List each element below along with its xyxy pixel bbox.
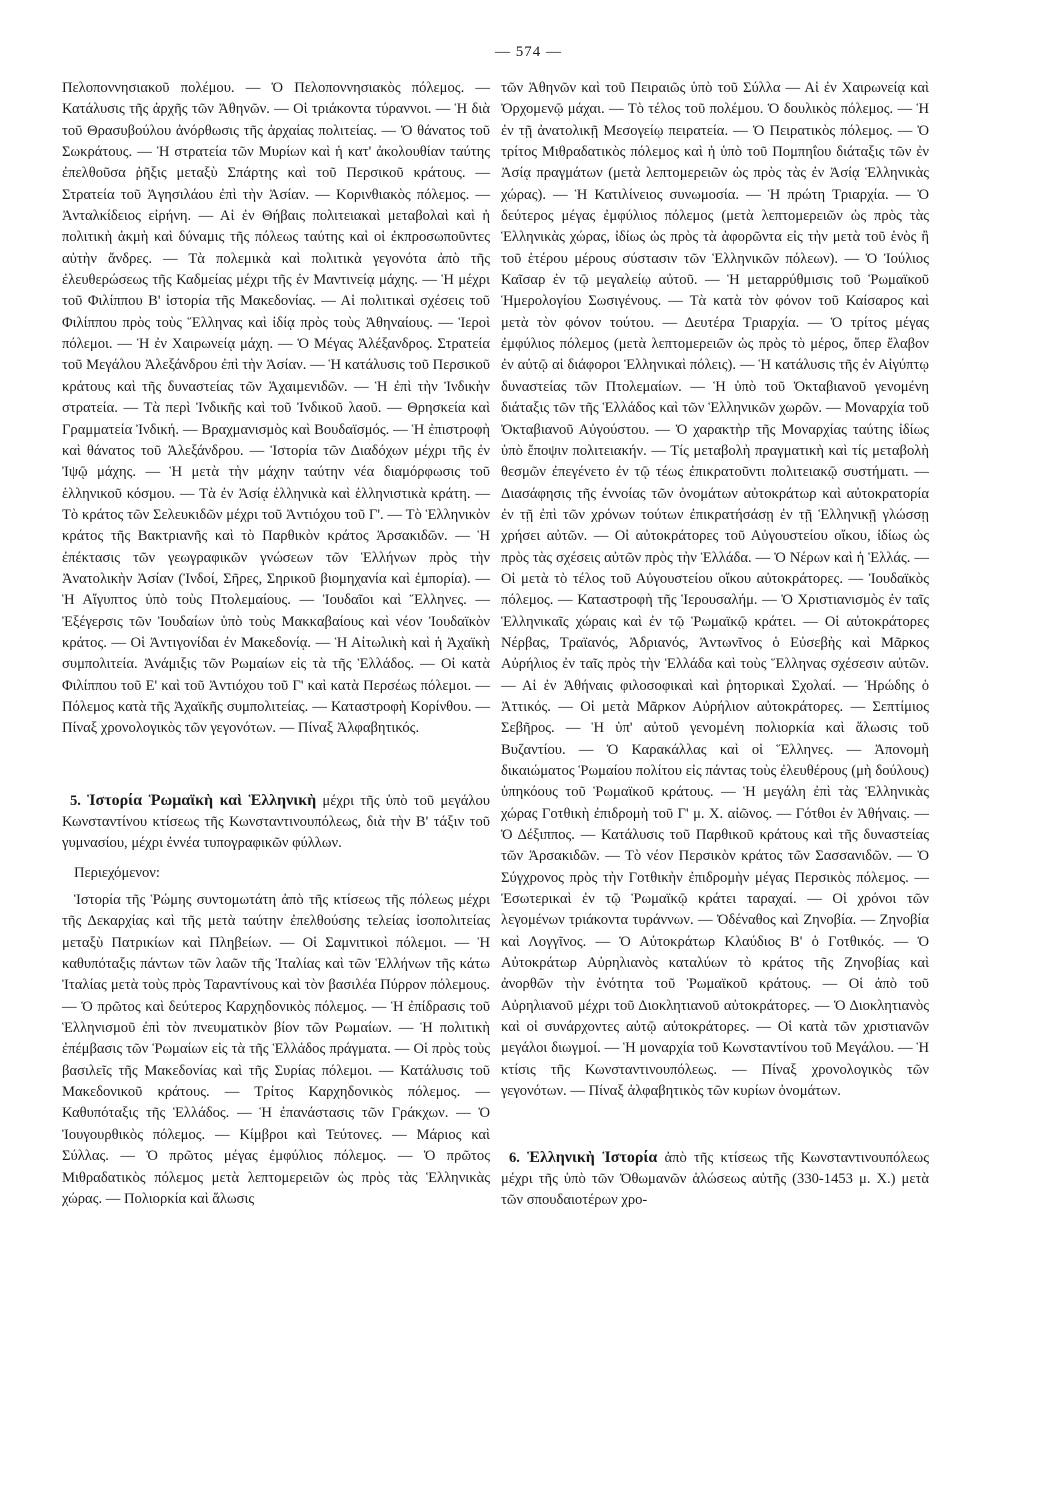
left-paragraph: Πελοποννησιακοῦ πολέμου. — Ὁ Πελοποννησιακὸς πόλεμος. — Κατάλυσις τῆς ἀρχῆς τῶν Ἀθηνῶν. — Οἱ τριάκοντα τύραννοι. — Ἡ διὰ τοῦ Θρασυβούλου ἀνόρθωσις τῆς ἀρχαίας πολιτείας. — Ὁ θάνατος τοῦ Σωκράτους. — Ἡ στρατεία τῶν Μυρίων καὶ ἡ κατ' ἀκολουθίαν ταύτης ἐπελθοῦσα ῥῆξις μεταξὺ Σπάρτης καὶ τοῦ Περσικοῦ κράτους. — Στρατεία τοῦ Ἀγησιλάου ἐπὶ τὴν Ἀσίαν. — Κορινθιακὸς πόλεμος. — Ἀνταλκίδειος εἰρήνη. — Αἱ ἐν Θήβαις πολιτειακαὶ μεταβολαὶ καὶ ἡ πολιτικὴ ἀκμὴ καὶ δύναμις τῆς πόλεως ταύτης καὶ οἱ ἐκπροσωποῦντες αὐτὴν ἄνδρες. — Τὰ πολεμικὰ καὶ πολιτικὰ γεγονότα ἀπὸ τῆς ἐλευθερώσεως τῆς Καδμείας μέχρι τῆς ἐν Μαντινείᾳ μάχης. — Ἡ μέχρι τοῦ Φιλίππου Β' ἱστορία τῆς Μακεδονίας. — Αἱ πολιτικαὶ σχέσεις τοῦ Φιλίππου πρὸς τοὺς Ἕλληνας καὶ ἰδίᾳ πρὸς τοὺς Ἀθηναίους. — Ἱεροὶ πόλεμοι. — Ἡ ἐν Χαιρωνείᾳ μάχη. — Ὁ Μέγας Ἀλέξανδρος. Στρατεία τοῦ Μεγάλου Ἀλεξάνδρου ἐπὶ τὴν Ἀσίαν. — Ἡ κατάλυσις τοῦ Περσικοῦ κράτους καὶ τῆς δυναστείας τῶν Ἀχαιμενιδῶν. — Ἡ ἐπὶ τὴν Ἰνδικὴν στρατεία. — Τὰ περὶ Ἰνδικῆς καὶ τοῦ Ἰνδικοῦ λαοῦ. — Θρησκεία καὶ Γραμματεία Ἰνδική. — Βραχμανισμὸς καὶ Βουδαϊσμός. — Ἡ ἐπιστροφὴ καὶ θάνατος τοῦ Ἀλεξάνδρου. — Ἱστορία τῶν Διαδόχων μέχρι τῆς ἐν Ἰψῷ μάχης. — Ἡ μετὰ τὴν μάχην ταύτην νέα διαμόρφωσις τοῦ ἑλληνικοῦ κόσμου. — Τὰ ἐν Ἀσίᾳ ἑλληνικὰ καὶ ἑλληνιστικὰ κράτη. — Τὸ κράτος τῶν Σελευκιδῶν μέχρι τοῦ Ἀντιόχου τοῦ Γ'. — Τὸ Ἑλληνικὸν κράτος τῆς Βακτριανῆς καὶ τὸ Παρθικὸν κράτος Ἀρσακιδῶν. — Ἡ ἐπέκτασις τῶν γεωγραφικῶν γνώσεων τῶν Ἑλλήνων πρὸς τὴν Ἀνατολικὴν Ἀσίαν (Ἰνδοί, Σῆρες, Σηρικοῦ βιομηχανία καὶ ἐμπορία). — Ἡ Αἴγυπτος ὑπὸ τοὺς Πτολεμαίους. — Ἰουδαῖοι καὶ Ἕλληνες. — Ἐξέγερσις τῶν Ἰουδαίων ὑπὸ τοὺς Μακκαβαίους καὶ νέον Ἰουδαϊκὸν κράτος. — Οἱ Ἀντιγονίδαι ἐν Μακεδονίᾳ. — Ἡ Αἰτωλικὴ καὶ ἡ Ἀχαϊκὴ συμπολιτεία. Ἀνάμιξις τῶν Ρωμαίων εἰς τὰ τῆς Ἑλλάδος. — Οἱ κατὰ Φιλίππου τοῦ Ε' καὶ τοῦ Ἀντιόχου τοῦ Γ' καὶ κατὰ Περσέως πόλεμοι. — Πόλεμος κατὰ τῆς Ἀχαϊκῆς συμπολιτείας. — Καταστροφὴ Κορίνθου. — Πίναξ χρονολογικὸς τῶν γεγονότων. — Πίναξ Ἀλφαβητικός. — [62, 80, 490, 737]
section-6-title: Ἑλληνικὴ Ἱστορία — [527, 1148, 658, 1166]
section-divider — [501, 1103, 929, 1147]
right-column — [501, 78, 929, 1212]
section-5-title: Ἱστορία Ῥωμαϊκὴ καὶ Ἑλληνικὴ — [87, 791, 317, 809]
section-5-contents: Ἱστορία τῆς Ῥώμης συντομωτάτη ἀπὸ τῆς κτίσεως τῆς πόλεως μέχρι τῆς Δεκαρχίας καὶ τῆς μετὰ ταύτην ἐπελθούσης τελείας ἰσοπολιτείας μεταξὺ Πατρικίων καὶ Πληβείων. — Οἱ Σαμνιτικοὶ πόλεμοι. — Ἡ καθυπόταξις πάντων τῶν λαῶν τῆς Ἰταλίας καὶ τῶν Ἑλλήνων τῆς κάτω Ἰταλίας μετὰ τοὺς πρὸς Ταραντίνους καὶ τὸν βασιλέα Πύρρον πόλεμους. — Ὁ πρῶτος καὶ δεύτερος Καρχηδονικὸς πόλεμος. — Ἡ ἐπίδρασις τοῦ Ἑλληνισμοῦ ἐπὶ τὸν πνευματικὸν βίον τῶν Ρωμαίων. — Ἡ πολιτικὴ ἐπέμβασις τῶν Ῥωμαίων εἰς τὰ τῆς Ἑλλάδος πράγματα. — Οἱ πρὸς τοὺς βασιλεῖς τῆς Μακεδονίας καὶ τῆς Συρίας πόλεμοι. — Κατάλυσις τοῦ Μακεδονικοῦ κράτους. — Τρίτος Καρχηδονικὸς πόλεμος. — Καθυπόταξις τῆς Ἑλλάδος. — Ἡ ἐπανάστασις τῶν Γράκχων. — Ὁ Ἰουγουρθικὸς πόλεμος. — Κίμβροι καὶ Τεύτονες. — Μάριος καὶ Σύλλας. — Ὁ πρῶτος μέγας ἐμφύλιος πόλεμος. — Ὁ πρῶτος Μιθραδατικὸς πόλεμος μετὰ λεπτομερειῶν ὡς πρὸς τὰς Ἑλληνικὰς χώρας. — Πολιορκία καὶ ἅλωσις — [62, 892, 490, 1207]
section-5-heading — [62, 790, 490, 855]
section-5-number: 5. — [70, 792, 81, 809]
section-6-number: 6. — [509, 1149, 520, 1166]
left-column — [62, 78, 490, 1210]
section-6-heading — [501, 1147, 929, 1212]
section-6-description: ἀπὸ τῆς κτίσεως τῆς Κωνσταντινουπόλεως μέχρι τῆς ὑπὸ τῶν Ὀθωμανῶν ἁλώσεως αὐτῆς (330-1453 μ. Χ.) μετὰ τῶν σπουδαιοτέρων χρο- — [501, 1149, 930, 1209]
page-number: — 574 — — [495, 44, 562, 60]
section-5-contents-label: Περιεχόμενον: — [74, 864, 160, 881]
section-5-contents-continued: τῶν Ἀθηνῶν καὶ τοῦ Πειραιῶς ὑπὸ τοῦ Σύλλα — Αἱ ἐν Χαιρωνείᾳ καὶ Ὀρχομενῷ μάχαι. — Τὸ τέλος τοῦ πολέμου. Ὁ δουλικὸς πόλεμος. — Ἡ ἐν τῇ ἀνατολικῇ Μεσογείῳ πειρατεία. — Ὁ Πειρατικὸς πόλεμος. — Ὁ τρίτος Μιθραδατικὸς πόλεμος καὶ ἡ ὑπὸ τοῦ Πομπηΐου διάταξις τῶν ἐν Ἀσίᾳ πραγμάτων (μετὰ λεπτομερειῶν ὡς πρὸς τὰς ἐν Ἀσίᾳ Ἑλληνικὰς χώρας). — Ἡ Κατιλίνειος συνωμοσία. — Ἡ πρώτη Τριαρχία. — Ὁ δεύτερος μέγας ἐμφύλιος πόλεμος (μετὰ λεπτομερειῶν ὡς πρὸς τὰς Ἑλληνικὰς χώρας, ἰδίως ὡς πρὸς τὰ ἀφορῶντα εἰς τὴν μετὰ τοῦ ἑνὸς ἢ τοῦ ἑτέρου μέρους σύστασιν τῶν Ἑλληνικῶν πόλεων). — Ὁ Ἰούλιος Καῖσαρ ἐν τῷ μεγαλείῳ αὐτοῦ. — Ἡ μεταρρύθμισις τοῦ Ῥωμαϊκοῦ Ἡμερολογίου Σωσιγένους. — Τὰ κατὰ τὸν φόνον τοῦ Καίσαρος καὶ μετὰ τὸν φόνον τούτου. — Δευτέρα Τριαρχία. — Ὁ τρίτος μέγας ἐμφύλιος πόλεμος (μετὰ λεπτομερειῶν ὡς πρὸς τὸ μέρος, ὅπερ ἔλαβον ἐν αὐτῷ αἱ διάφοροι Ἑλληνικαὶ πόλεις). — Ἡ κατάλυσις τῆς ἐν Αἰγύπτῳ δυναστείας τῶν Πτολεμαίων. — Ἡ ὑπὸ τοῦ Ὀκταβιανοῦ γενομένη διάταξις τῶν τῆς Ἑλλάδος καὶ τῶν Ἑλληνικῶν χωρῶν. — Μοναρχία τοῦ Ὀκταβιανοῦ Αὐγούστου. — Ὁ χαρακτὴρ τῆς Μοναρχίας ταύτης ἰδίως ὑπὸ ἔποψιν πολιτειακήν. — Τίς μεταβολὴ πραγματικὴ καὶ τίς μεταβολὴ θεσμῶν ἐπεγένετο ἐν τῷ τέως ἐπικρατοῦντι πολιτειακῷ συστήματι. — Διασάφησις τῆς ἐννοίας τῶν ὀνομάτων αὐτοκράτωρ καὶ αὐτοκρατορία ἐν τῇ ἐπὶ τῶν χρόνων τούτων ἐπικρατήσάσῃ ἐν τῇ Ἑλληνικῇ γλώσσῃ χρήσει αὐτῶν. — Οἱ αὐτοκράτορες τοῦ Αὐγουστείου οἴκου, ἰδίως ὡς πρὸς τὰς σχέσεις αὐτῶν πρὸς τὴν Ἑλλάδα. — Ὁ Νέρων καὶ ἡ Ἑλλάς. — Οἱ μετὰ τὸ τέλος τοῦ Αὐγουστείου οἴκου αὐτοκράτορες. — Ἰουδαϊκὸς πόλεμος. — Καταστροφὴ τῆς Ἱερουσαλήμ. — Ὁ Χριστιανισμὸς ἐν ταῖς Ἑλληνικαῖς χώραις καὶ ἐν τῷ Ῥωμαϊκῷ κράτει. — Οἱ αὐτοκράτορες Νέρβας, Τραϊανός, Ἀδριανός, Ἀντωνῖνος ὁ Εὐσεβὴς καὶ Μᾶρκος Αὐρήλιος ἐν ταῖς πρὸς τὴν Ἑλλάδα καὶ τοὺς Ἕλληνας σχέσεσιν αὐτῶν. — Αἱ ἐν Ἀθήναις φιλοσοφικαὶ καὶ ῥητορικαὶ Σχολαί. — Ἡρώδης ὁ Ἀττικός. — Οἱ μετὰ Μᾶρκον Αὐρήλιον αὐτοκράτορες. — Σεπτίμιος Σεβῆρος. — Ἡ ὑπ' αὐτοῦ γενομένη πολιορκία καὶ ἅλωσις τοῦ Βυζαντίου. — Ὁ Καρακάλλας καὶ οἱ Ἕλληνες. — Ἀπονομὴ δικαιώματος Ῥωμαίου πολίτου εἰς πάντας τοὺς ἐλευθέρους (μὴ δούλους) ὑπηκόους τοῦ Ῥωμαϊκοῦ κράτους. — Ἡ μεγάλη ἐπὶ τὰς Ἑλληνικὰς χώρας Γοτθικὴ ἐπιδρομὴ τοῦ Γ' μ. Χ. αἰῶνος. — Γότθοι ἐν Ἀθήναις. — Ὁ Δέξιππος. — Κατάλυσις τοῦ Παρθικοῦ κράτους καὶ τῆς δυναστείας τῶν Ἀρσακιδῶν. — Τὸ νέον Περσικὸν κράτος τῶν Σασσανιδῶν. — Ὁ Σύγχρονος πρὸς τὴν Γοτθικὴν ἐπιδρομὴν μέγας Περσικὸς πόλεμος. — Ἐσωτερικαὶ ἐν τῷ Ῥωμαϊκῷ κράτει ταραχαί. — Οἱ χρόνοι τῶν λεγομένων τριάκοντα τυράννων. — Ὀδέναθος καὶ Ζηνοβία. — Ζηνοβία καὶ Λογγῖνος. — Ὁ Αὐτοκράτωρ Κλαύδιος Β' ὁ Γοτθικός. — Ὁ Αὐτοκράτωρ Αὐρηλιανὸς καταλύων τὸ κράτος τῆς Ζηνοβίας καὶ ἀνορθῶν τὴν ἑνότητα τοῦ Ῥωμαϊκοῦ κράτους. — Οἱ ἀπὸ τοῦ Αὐρηλιανοῦ μέχρι τοῦ Διοκλητιανοῦ αὐτοκράτορες. — Ὁ Διοκλητιανὸς καὶ οἱ συνάρχοντες αὐτῷ αὐτοκράτορες. — Οἱ κατὰ τῶν χριστιανῶν μεγάλοι διωγμοί. — Ἡ μοναρχία τοῦ Κωνσταντίνου τοῦ Μεγάλου. — Ἡ κτίσις τῆς Κωνσταντινουπόλεως. — Πίναξ χρονολογικὸς τῶν γεγονότων. — Πίναξ ἀλφαβητικὸς τῶν κυρίων ὀνομάτων. — [501, 80, 929, 1100]
section-5-description: μέχρι τῆς ὑπὸ τοῦ μεγάλου Κωνσταντίνου κτίσεως τῆς Κωνσταντινουπόλεως, διὰ τὴν Β' τάξιν τοῦ γυμνασίου, μέχρι ἐννέα τυπογραφικῶν φύλλων. — [62, 792, 490, 852]
section-divider — [62, 740, 490, 790]
